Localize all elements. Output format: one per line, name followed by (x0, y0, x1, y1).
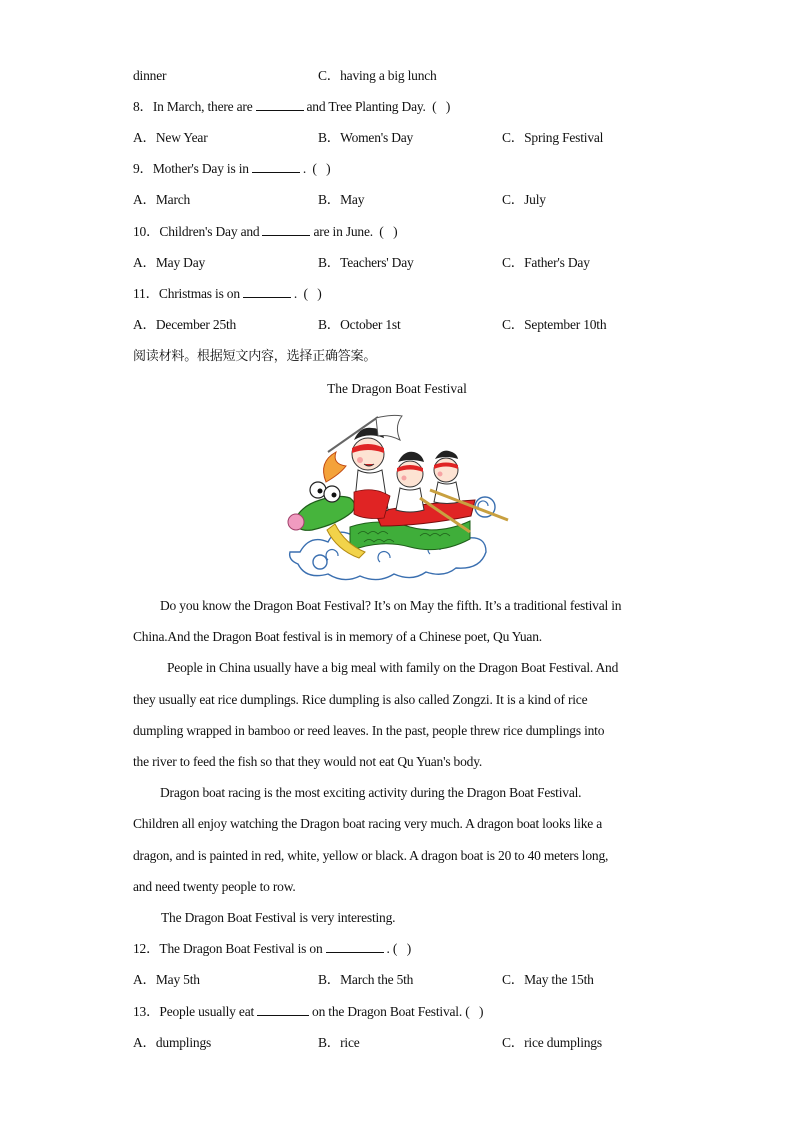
question-11 (133, 285, 322, 303)
dragon-boat-illustration (280, 412, 520, 584)
option-a: A．March (133, 192, 191, 207)
option-c: C．September 10th (502, 317, 607, 332)
answer-blank (256, 98, 304, 111)
question-number: 8． (133, 99, 153, 114)
question-number: 13． (133, 1004, 160, 1019)
answer-paren: ( ) (379, 224, 398, 239)
previous-option-fragment: dinner (133, 68, 167, 83)
dragon-boat-icon (280, 412, 520, 584)
answer-paren: ( ) (312, 161, 331, 176)
question-9 (133, 160, 330, 178)
option-b: B．October 1st (318, 317, 401, 332)
option-a: A．dumplings (133, 1035, 212, 1050)
question-number: 11． (133, 286, 159, 301)
question-stem-end: on the Dragon Boat Festival. (312, 1004, 463, 1019)
question-stem: In March, there are (152, 99, 253, 114)
passage-title: The Dragon Boat Festival (327, 381, 467, 396)
question-stem: People usually eat (159, 1004, 255, 1019)
option-b: B．rice (318, 1035, 360, 1050)
passage-line: dragon, and is painted in red, white, yellow or black. A dragon boat is 20 to 40 meters long, (133, 848, 609, 863)
question-stem: The Dragon Boat Festival is on (159, 941, 323, 956)
passage-line: People in China usually have a big meal with family on the Dragon Boat Festival. And (167, 660, 619, 675)
question-13 (133, 1003, 483, 1021)
passage-line: The Dragon Boat Festival is very interesting. (161, 910, 396, 925)
passage-line: Dragon boat racing is the most exciting activity during the Dragon Boat Festival. (160, 785, 582, 800)
option-c: C．Spring Festival (502, 130, 604, 145)
question-stem: Mother's Day is in (152, 161, 249, 176)
option-c: C．Father's Day (502, 255, 590, 270)
option-b: B．May (318, 192, 365, 207)
question-stem-end: . (293, 286, 298, 301)
option-b: B．March the 5th (318, 972, 414, 987)
previous-option-c: C．having a big lunch (318, 68, 437, 83)
question-stem: Children's Day and (159, 224, 260, 239)
question-stem-end: and Tree Planting Day. (306, 99, 426, 114)
question-12 (133, 940, 411, 958)
option-c: C．May the 15th (502, 972, 594, 987)
answer-paren: ( ) (392, 941, 412, 956)
question-10 (133, 223, 397, 241)
question-stem: Christmas is on (158, 286, 240, 301)
answer-blank (262, 223, 310, 236)
passage-line: they usually eat rice dumplings. Rice dumpling is also called Zongzi. It is a kind of rice (133, 692, 588, 707)
passage-line: and need twenty people to row. (133, 879, 296, 894)
reading-instruction: 阅读材料。根据短文内容，选择正确答案。 (133, 349, 377, 364)
option-a: A．New Year (133, 130, 208, 145)
answer-paren: ( ) (303, 286, 322, 301)
answer-paren: ( ) (465, 1004, 484, 1019)
passage-line: the river to feed the fish so that they would not eat Qu Yuan's body. (133, 754, 483, 769)
option-a: A．May 5th (133, 972, 200, 987)
question-number: 10． (133, 224, 160, 239)
passage-line: Children all enjoy watching the Dragon boat racing very much. A dragon boat looks like a (133, 816, 603, 831)
question-8 (133, 98, 450, 116)
passage-line: China.And the Dragon Boat festival is in memory of a Chinese poet, Qu Yuan. (133, 629, 542, 644)
option-a: A．May Day (133, 255, 206, 270)
option-c: C．July (502, 192, 546, 207)
question-number: 12． (133, 941, 160, 956)
option-b: B．Women's Day (318, 130, 414, 145)
question-stem-end: are in June. (313, 224, 373, 239)
option-b: B．Teachers' Day (318, 255, 414, 270)
answer-blank (252, 160, 300, 173)
answer-blank (326, 940, 384, 953)
question-number: 9． (133, 161, 153, 176)
option-a: A．December 25th (133, 317, 237, 332)
passage-line: dumpling wrapped in bamboo or reed leaves. In the past, people threw rice dumplings into (133, 723, 605, 738)
question-stem-end: . (386, 941, 390, 956)
option-c: C．rice dumplings (502, 1035, 602, 1050)
question-stem-end: . (302, 161, 306, 176)
answer-paren: ( ) (432, 99, 451, 114)
answer-blank (257, 1003, 309, 1016)
answer-blank (243, 285, 291, 298)
passage-line: Do you know the Dragon Boat Festival? It’s on May the fifth. It’s a traditional festival in (160, 598, 622, 613)
